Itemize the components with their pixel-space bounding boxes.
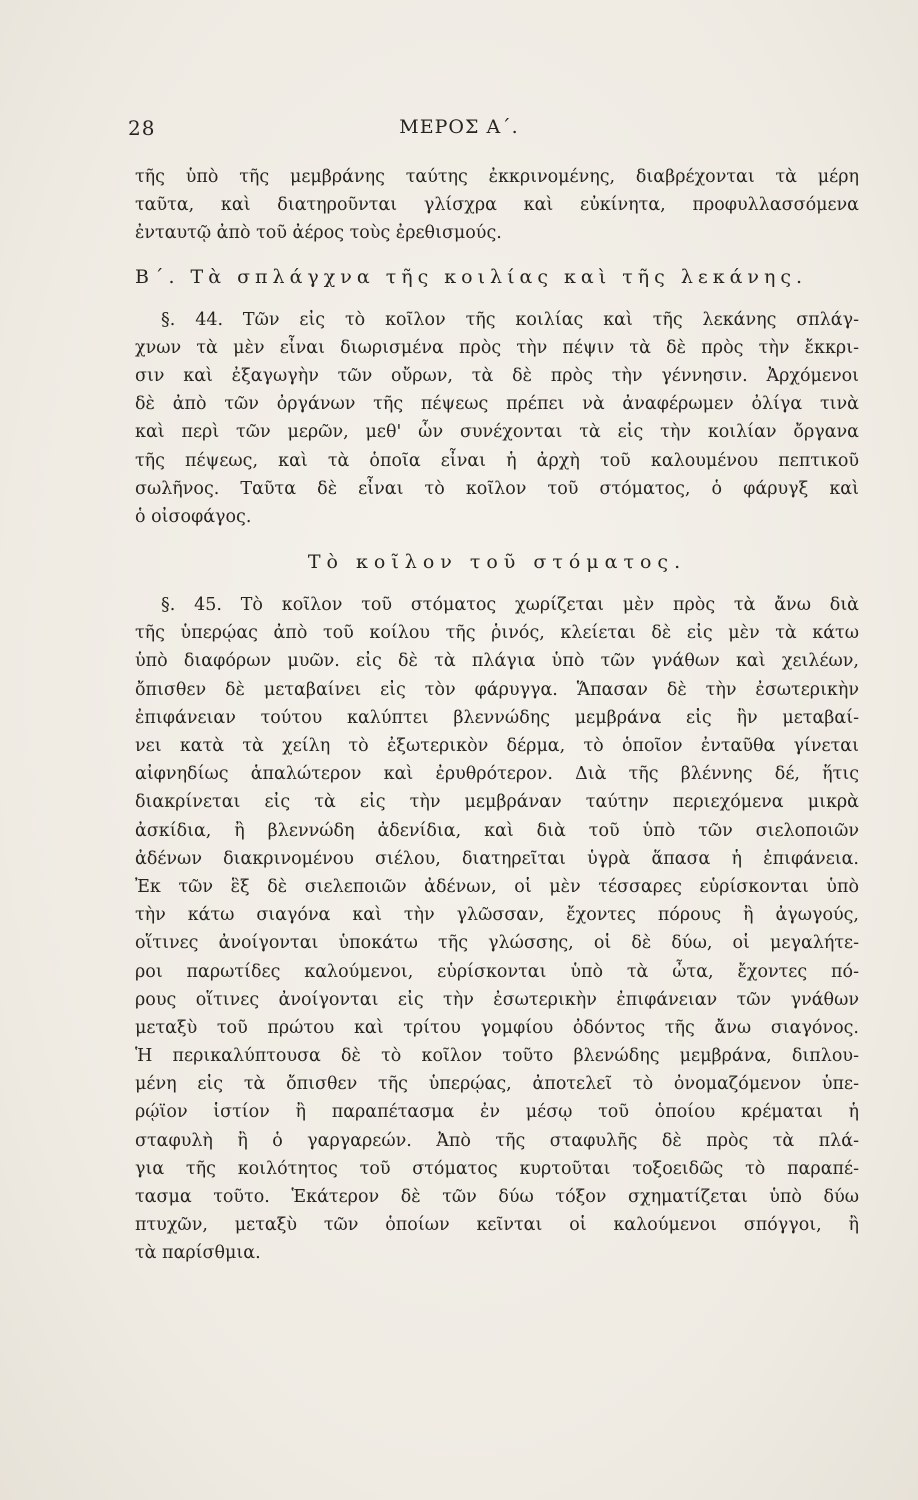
- text-line: σωλῆνος. Ταῦτα δὲ εἶναι τὸ κοῖλον τοῦ στόματος, ὁ φάρυγξ καὶ: [135, 478, 859, 499]
- intro-paragraph: [135, 163, 859, 248]
- text-line: ροι παρωτίδες καλούμενοι, εὑρίσκονται ὑπὸ τὰ ὦτα, ἔχοντες πό-: [135, 961, 859, 982]
- text-line: διακρίνεται εἰς τὰ εἰς τὴν μεμβράναν ταύτην περιεχόμενα μικρὰ: [135, 792, 859, 813]
- text-line: ταῦτα, καὶ διατηροῦνται γλίσχρα καὶ εὐκίνητα, προφυλλασσόμενα: [135, 195, 859, 216]
- text-line: τῆς πέψεως, καὶ τὰ ὁποῖα εἶναι ἡ ἀρχὴ τοῦ καλουμένου πεπτικοῦ: [135, 450, 859, 471]
- text-line: καὶ περὶ τῶν μερῶν, μεθ' ὧν συνέχονται τὰ εἰς τὴν κοιλίαν ὄργανα: [135, 422, 859, 443]
- text-line: ἐπιφάνειαν τούτου καλύπτει βλεννώδης μεμβράνα εἰς ἣν μεταβαί-: [135, 707, 859, 728]
- text-line: τὴν κάτω σιαγόνα καὶ τὴν γλῶσσαν, ἔχοντες πόρους ἢ ἀγωγούς,: [135, 905, 859, 926]
- text-line: τὰ παρίσθμια.: [135, 1243, 261, 1264]
- paragraph-45: [135, 591, 859, 1268]
- text-line: §. 44. Τῶν εἰς τὸ κοῖλον τῆς κοιλίας καὶ τῆς λεκάνης σπλάγ-: [161, 309, 859, 330]
- text-line: ἐνταυτῷ ἀπὸ τοῦ ἀέρος τοὺς ἐρεθισμούς.: [135, 223, 502, 244]
- text-line: τασμα τοῦτο. Ἑκάτερον δὲ τῶν δύω τόξον σχηματίζεται ὑπὸ δύω: [135, 1187, 859, 1207]
- text-line: ἀδένων διακρινομένου σιέλου, διατηρεῖται ὑγρὰ ἅπασα ἡ ἐπιφάνεια.: [135, 848, 859, 869]
- mouth-section-heading: Τὸ κοῖλον τοῦ στόματος.: [307, 551, 687, 574]
- running-head: ΜΕΡΟΣ Α΄.: [399, 116, 519, 138]
- text-line: ρους οἵτινες ἀνοίγονται εἰς τὴν ἐσωτερικὴν ἐπιφάνειαν τῶν γνάθων: [135, 989, 859, 1010]
- text-line: §. 45. Τὸ κοῖλον τοῦ στόματος χωρίζεται μὲν πρὸς τὰ ἄνω διὰ: [161, 595, 859, 616]
- text-line: Ἐκ τῶν ἓξ δὲ σιελεποιῶν ἀδένων, οἱ μὲν τέσσαρες εὑρίσκονται ὑπὸ: [135, 876, 859, 897]
- text-line: μεταξὺ τοῦ πρώτου καὶ τρίτου γομφίου ὀδόντος τῆς ἄνω σιαγόνος.: [135, 1017, 859, 1038]
- text-line: τῆς ὑπὸ τῆς μεμβράνης ταύτης ἐκκρινομένης, διαβρέχονται τὰ μέρη: [135, 167, 859, 187]
- paragraph-44: [135, 306, 859, 532]
- text-line: ὄπισθεν δὲ μεταβαίνει εἰς τὸν φάρυγγα. Ἅπασαν δὲ τὴν ἐσωτερικὴν: [135, 679, 859, 700]
- page-header: [128, 116, 790, 146]
- text-line: τῆς ὑπερῴας ἀπὸ τοῦ κοίλου τῆς ῥινός, κλείεται δὲ εἰς μὲν τὰ κάτω: [135, 623, 859, 644]
- text-line: ἀσκίδια, ἢ βλεννώδη ἀδενίδια, καὶ διὰ τοῦ ὑπὸ τῶν σιελοποιῶν: [135, 820, 859, 841]
- text-line: σιν καὶ ἐξαγωγὴν τῶν οὔρων, τὰ δὲ πρὸς τὴν γέννησιν. Ἀρχόμενοι: [135, 365, 859, 386]
- page-number: 28: [128, 116, 156, 140]
- text-line: αἰφνηδίως ἁπαλώτερον καὶ ἐρυθρότερον. Διὰ τῆς βλέννης δέ, ἥτις: [135, 764, 859, 785]
- text-line: ρῴϊον ἱστίον ἢ παραπέτασμα ἐν μέσῳ τοῦ ὁποίου κρέμαται ἡ: [135, 1102, 859, 1123]
- text-line: χνων τὰ μὲν εἶναι διωρισμένα πρὸς τὴν πέψιν τὰ δὲ πρὸς τὴν ἔκκρι-: [135, 337, 859, 358]
- text-line: νει κατὰ τὰ χείλη τὸ ἐξωτερικὸν δέρμα, τὸ ὁποῖον ἐνταῦθα γίνεται: [135, 736, 859, 756]
- text-line: οἵτινες ἀνοίγονται ὑποκάτω τῆς γλώσσης, οἱ δὲ δύω, οἱ μεγαλήτε-: [135, 933, 859, 954]
- text-line: μένη εἰς τὰ ὄπισθεν τῆς ὑπερῴας, ἀποτελεῖ τὸ ὀνομαζόμενον ὑπε-: [135, 1074, 859, 1095]
- text-line: ὑπὸ διαφόρων μυῶν. εἰς δὲ τὰ πλάγια ὑπὸ τῶν γνάθων καὶ χειλέων,: [135, 651, 859, 672]
- section-b-heading: Β΄. Τὰ σπλάγχνα τῆς κοιλίας καὶ τῆς λεκάνης.: [135, 265, 808, 288]
- text-line: δὲ ἀπὸ τῶν ὀργάνων τῆς πέψεως πρέπει νὰ ἀναφέρωμεν ὀλίγα τινὰ: [135, 394, 859, 415]
- text-line: σταφυλὴ ἢ ὁ γαργαρεών. Ἀπὸ τῆς σταφυλῆς δὲ πρὸς τὰ πλά-: [135, 1130, 859, 1151]
- text-block: [135, 163, 859, 1268]
- text-line: για τῆς κοιλότητος τοῦ στόματος κυρτοῦται τοξοειδῶς τὸ παραπέ-: [135, 1158, 859, 1179]
- text-line: ὁ οἰσοφάγος.: [135, 506, 252, 527]
- text-line: Ἡ περικαλύπτουσα δὲ τὸ κοῖλον τοῦτο βλενώδης μεμβράνα, διπλου-: [135, 1046, 859, 1067]
- text-line: πτυχῶν, μεταξὺ τῶν ὁποίων κεῖνται οἱ καλούμενοι σπόγγοι, ἢ: [135, 1215, 859, 1236]
